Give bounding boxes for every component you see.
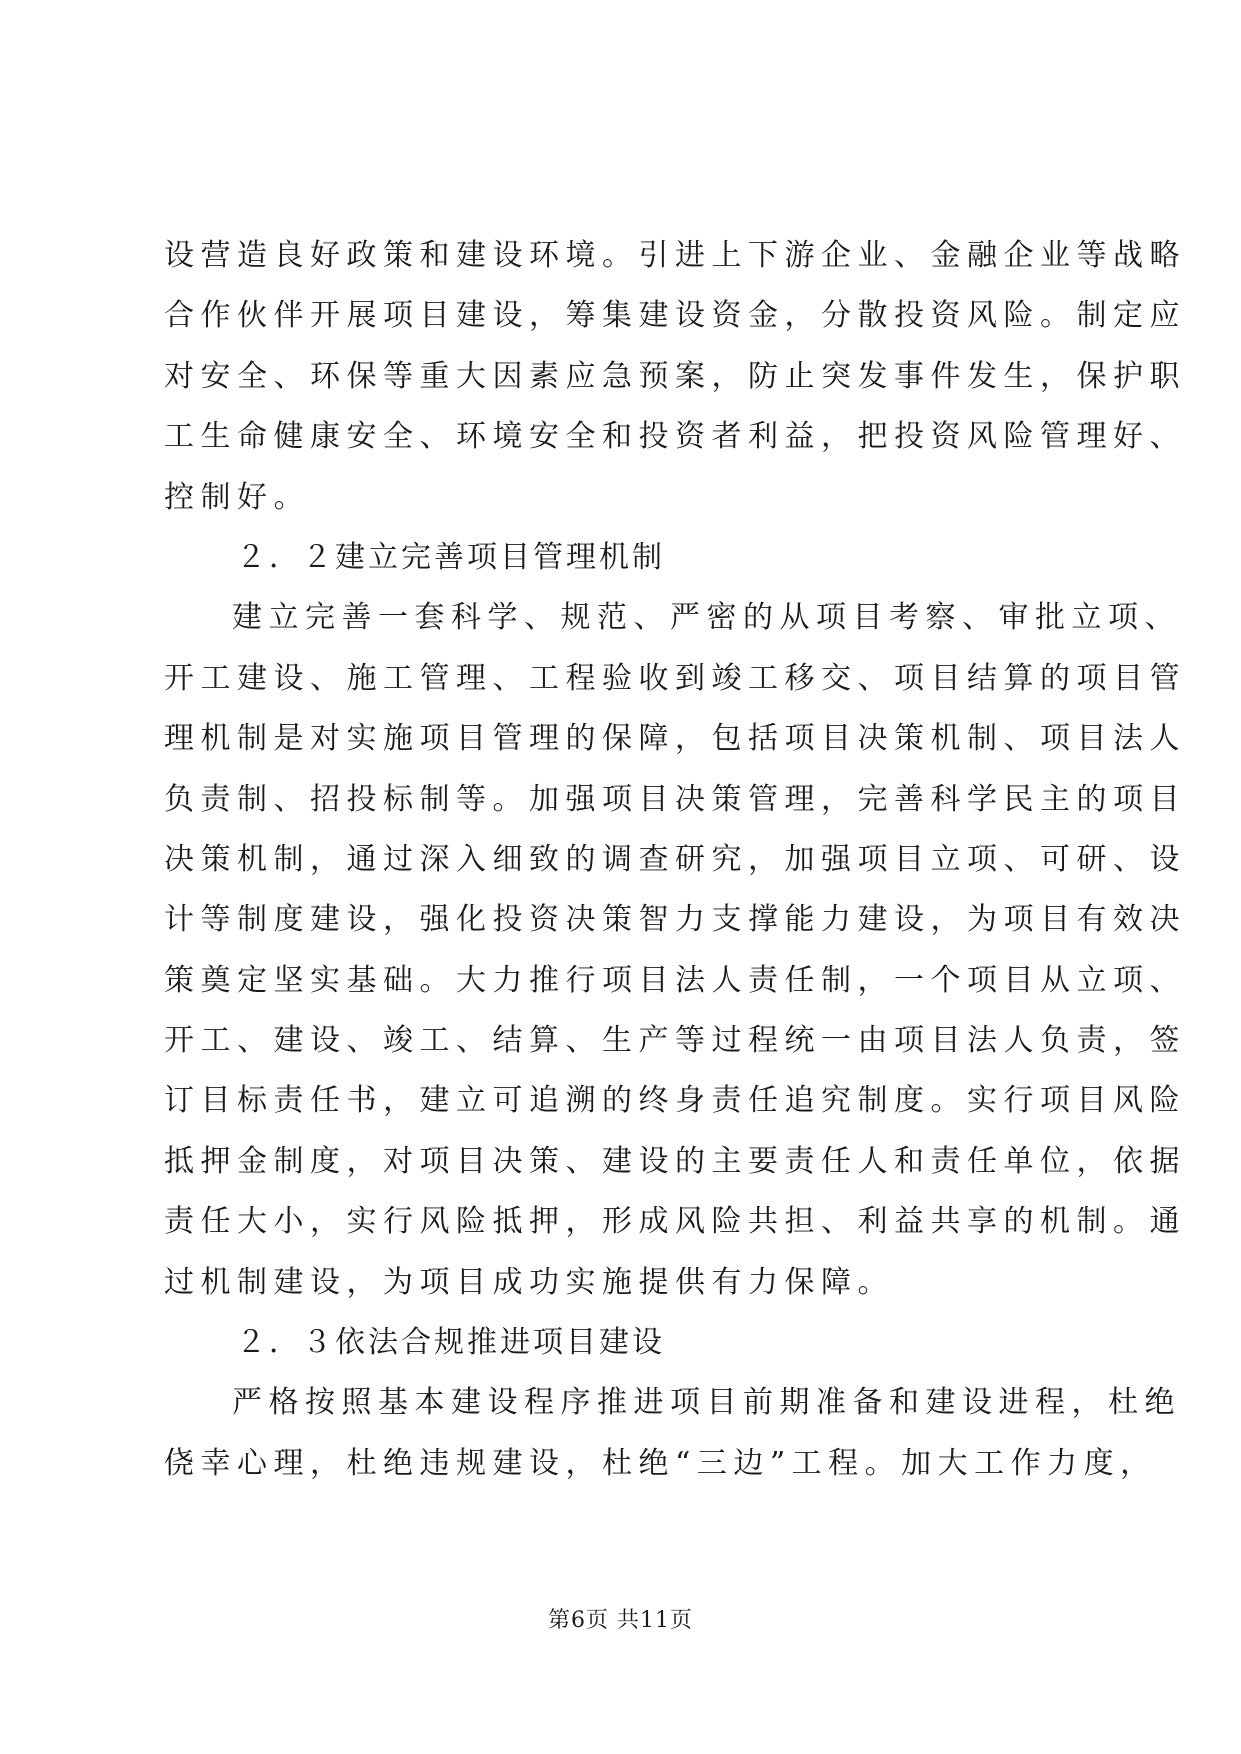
body-line: 订目标责任书，建立可追溯的终身责任追究制度。实行项目风险 [164,1083,1186,1119]
body-line: 控制好。 [164,479,310,515]
body-line: 设营造良好政策和建设环境。引进上下游企业、金融企业等战略 [164,238,1186,273]
body-line: 策奠定坚实基础。大力推行项目法人责任制，一个项目从立项、 [164,962,1186,998]
body-line: 负责制、招投标制等。加强项目决策管理，完善科学民主的项目 [164,781,1186,817]
page-footer: 第6页 共11页 [548,1608,693,1633]
body-line: 理机制是对实施项目管理的保障，包括项目决策机制、项目法人 [164,721,1186,757]
body-line: 对安全、环保等重大因素应急预案，防止突发事件发生，保护职 [164,358,1186,394]
body-line: 工生命健康安全、环境安全和投资者利益，把投资风险管理好、 [164,419,1186,455]
body-line: 计等制度建设，强化投资决策智力支撑能力建设，为项目有效决 [164,902,1186,938]
document-body [164,226,1186,1494]
body-line: 决策机制，通过深入细致的调查研究，加强项目立项、可研、设 [164,841,1186,877]
paragraph-first-line: 严格按照基本建设程序推进项目前期准备和建设进程，杜绝 [232,1385,1181,1421]
body-line: 合作伙伴开展项目建设，筹集建设资金，分散投资风险。制定应 [164,298,1186,334]
section-heading-2-3: ２．３依法合规推进项目建设 [236,1325,665,1361]
body-line: 抵押金制度，对项目决策、建设的主要责任人和责任单位，依据 [164,1143,1186,1179]
body-line: 过机制建设，为项目成功实施提供有力保障。 [164,1264,894,1300]
paragraph-first-line: 建立完善一套科学、规范、严密的从项目考察、审批立项、 [232,600,1181,636]
body-line: 侥幸心理，杜绝违规建设，杜绝“三边”工程。加大工作力度， [164,1445,1157,1481]
section-heading-2-2: ２．２建立完善项目管理机制 [236,539,665,575]
body-line: 开工建设、施工管理、工程验收到竣工移交、项目结算的项目管 [164,660,1186,696]
body-line: 责任大小，实行风险抵押，形成风险共担、利益共享的机制。通 [164,1204,1186,1240]
body-line: 开工、建设、竣工、结算、生产等过程统一由项目法人负责，签 [164,1023,1186,1059]
